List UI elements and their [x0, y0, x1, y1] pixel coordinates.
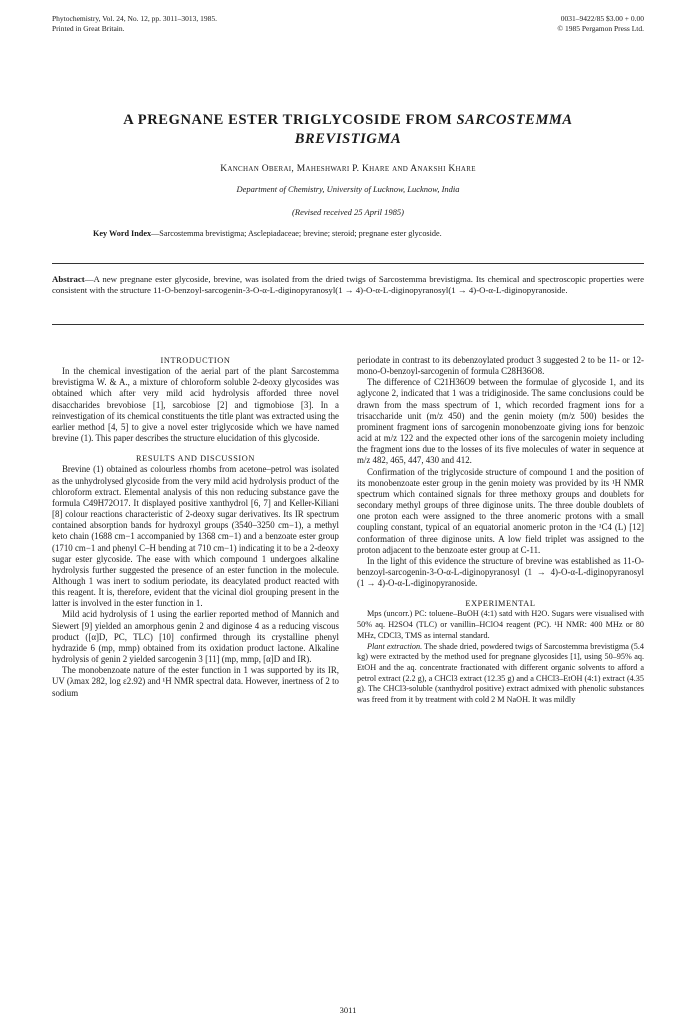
title-line1: A PREGNANE ESTER TRIGLYCOSIDE FROM: [123, 112, 457, 128]
title-line2: BREVISTIGMA: [294, 131, 402, 147]
right-column: [357, 355, 644, 706]
journal-price: 0031–9422/85 $3.00 + 0.00: [560, 14, 644, 23]
printed-in: Printed in Great Britain.: [52, 24, 125, 33]
section-heading-introduction: INTRODUCTION: [160, 356, 231, 365]
results-paragraph-1: Brevine (1) obtained as colourless rhombs from acetone–petrol was isolated as the unhydrolysed glycoside from the very mild acid hydrolysis product of the chloroform extract. Elemental analysis of this non reducing substance gave the formula C49H72O17. It displayed positive xanthydrol [6, 7] and Keller-Kiliani [8] colour reactions characteristic of 2-deoxy sugar derivatives. Its IR spectrum contained absorption bands for hydroxyl groups (3540–3250 cm−1), a methyl keto chain (1688 cm−1 accompanied by 1368 cm−1) and a benzoate ester group (1710 cm−1 and phenyl C–H bending at 710 cm−1) indicating it to be a 2-deoxy sugar ester glycoside. The ease with which compound 1 undergoes alkaline hydrolysis further suggested the presence of an ester function in the molecule. Although 1 was inert to sodium periodate, its deacylated product reacted with this reagent. It is, therefore, evident that the vicinal diol grouping present in the latter is involved in the ester function in 1.: [52, 464, 339, 609]
section-heading-results: RESULTS AND DISCUSSION: [136, 454, 255, 464]
abstract-text: —A new pregnane ester glycoside, brevine, was isolated from the dried twigs of Sarcostemma brevistigma. Its chemical and spectroscopic properties were consistent with the structure 11-O-benzoyl-sarcogenin-3-O-α-L-diginopyranosyl(1 → 4)-O-α-L-diginopyranosyl(1 → 4)-O-α-L-diginopyranoside.: [52, 274, 644, 296]
affiliation: Department of Chemistry, University of Lucknow, Lucknow, India: [236, 184, 460, 194]
journal-header-left: [52, 14, 217, 34]
discussion-paragraph-4: In the light of this evidence the structure of brevine was established as 11-O-benzoyl-sarcogenin-3-O-α-L-diginopyranosyl (1 → 4)-O-α-L-diginopyranosyl (1 → 4)-O-α-L-diginopyranoside.: [357, 555, 644, 589]
divider-top: [52, 263, 644, 264]
discussion-paragraph-2: The difference of C21H36O9 between the formulae of glycoside 1, and its aglycone 2, indicated that 1 was a tridiginoside. The same conclusions could be drawn from the mass spectrum of 1, which recorded fragment ions for a trisaccharide unit (m/z 450) and the genin moiety (m/z 500) besides the prominent fragment ions of sarcogenin monobenzoate giving ions for benzoic acid at m/z 122 and the expected other ions of the sarcogenin moiety including the fragment ions due to the losses of its five molecules of water in sequence at m/z 482, 465, 447, 430 and 412.: [357, 377, 644, 466]
journal-citation: Phytochemistry, Vol. 24, No. 12, pp. 3011–3013, 1985.: [52, 14, 218, 23]
keyword-label: Key Word Index: [93, 229, 152, 238]
section-heading-experimental: EXPERIMENTAL: [465, 599, 536, 609]
title-line1-italic: SARCOSTEMMA: [456, 112, 573, 128]
results-paragraph-3: The monobenzoate nature of the ester function in 1 was supported by its IR, UV (λmax 282, log ε2.92) and ¹H NMR spectral data. However, inertness of 2 to sodium: [52, 665, 339, 698]
left-column: [52, 355, 339, 699]
abstract-label: Abstract: [52, 274, 85, 284]
divider-bottom: [52, 324, 644, 325]
authors: Kanchan Oberai, Maheshwari P. Khare and Anakshi Khare: [220, 164, 476, 174]
keyword-text: —Sarcostemma brevistigma; Asclepiadaceae; brevine; steroid; pregnane ester glycoside.: [151, 229, 442, 238]
experimental-paragraph-1: Mps (uncorr.) PC: toluene–BuOH (4:1) satd with H2O. Sugars were visualised with 50% aq. H2SO4 (TLC) or vanillin–HClO4 reagent (PC). ¹H NMR: 400 MHz or 80 MHz, CDCl3, TMS as internal standard.: [357, 609, 644, 640]
plant-extraction-text: The shade dried, powdered twigs of Sarcostemma brevistigma (5.4 kg) were extracted by the method used for pregnane glycosides [1], using 50–95% aq. EtOH and the aq. concentrate fractionated with different organic solvents to afford a petrol extract (2.2 g), a CHCl3 extract (12.35 g) and a CHCl3–EtOH (4:1) extract (4.35 g). The CHCl3-soluble (xanthydrol positive) extract admixed with phenolic substances was freed from it by treatment with cold 2 M NaOH. It was mildly: [357, 641, 644, 705]
page-number: 3011: [339, 1005, 357, 1015]
discussion-paragraph-3: Confirmation of the triglycoside structure of compound 1 and the position of its monobenzoate ester group in the genin moiety was provided by its ¹H NMR spectrum which contained signals for three methoxy groups and doublets for secondary methyl groups of three diginose units. The three double doublets of one proton each were assigned to the three anomeric protons with a small coupling constant, typical of an equatorial anomeric proton in the ¹C4 (L) [12] conformation of three diginose units. A low field triplet was assigned to the proton adjacent to the benzoate ester group at C-11.: [357, 466, 644, 555]
intro-paragraph: In the chemical investigation of the aerial part of the plant Sarcostemma brevistigma W. & A., a mixture of chloroform soluble 2-deoxy glycosides was obtained which after very mild acid hydrolysis afforded three novel disaccharides brevobiose [1], sarcobiose [2] and tigmobiose [3]. In a reinvestigation of its chemical constituents the title plant was extracted using the earlier method [4, 5] to give a novel ester triglycoside which we have named brevine (1). This paper describes the structure elucidation of this glycoside.: [52, 366, 339, 444]
keyword-index: [93, 228, 613, 239]
results-paragraph-2: Mild acid hydrolysis of 1 using the earlier reported method of Mannich and Siewert [9] yielded an amorphous genin 2 and diginose 4 as a reducing viscous product ([α]D, PC, TLC) [10] confirmed through its crystalline phenyl hydrazide 6 (mp, mmp) obtained from its oxidation product lactone. Alkaline hydrolysis of genin 2 yielded sarcogenin 3 [11] (mp, mmp, [α]D and IR).: [52, 609, 339, 665]
journal-copyright: © 1985 Pergamon Press Ltd.: [557, 24, 644, 33]
journal-header-right: [557, 14, 644, 34]
abstract: [52, 274, 644, 296]
discussion-paragraph-1: periodate in contrast to its debenzoylated product 3 suggested 2 to be 11- or 12-mono-O-benzoyl-sarcogenin of formula C28H36O8.: [357, 355, 644, 377]
experimental-paragraph-2: [357, 642, 644, 706]
revised-date: (Revised received 25 April 1985): [292, 207, 404, 217]
paper-title: [52, 111, 644, 149]
plant-extraction-label: Plant extraction.: [367, 641, 423, 651]
